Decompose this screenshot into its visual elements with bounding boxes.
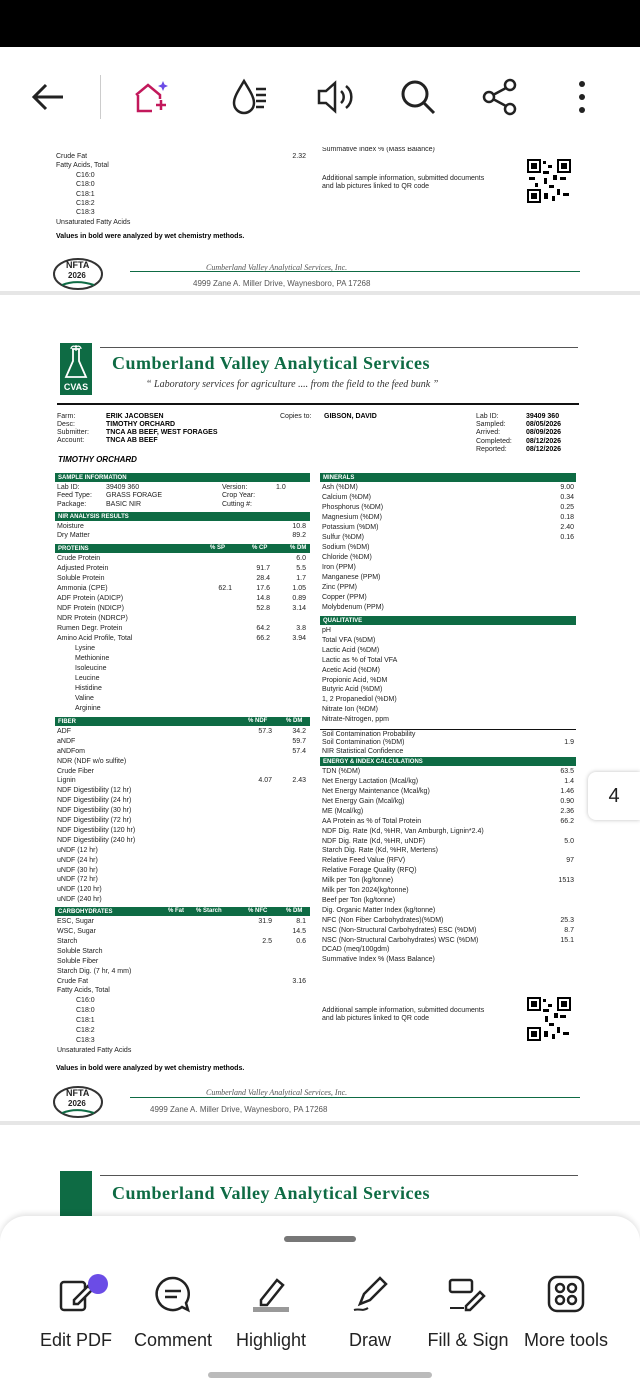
section-title: ENERGY & INDEX CALCULATIONS — [323, 759, 423, 766]
row-label: C18:1 — [76, 190, 95, 198]
footer-company: Cumberland Valley Analytical Services, Inc. — [206, 1088, 348, 1097]
search-icon[interactable] — [388, 47, 448, 147]
section-header — [55, 907, 310, 916]
energy-label: Starch Dig. Rate (Kd, %HR, Mertens) — [322, 847, 438, 855]
info-value: GRASS FORAGE — [106, 492, 163, 500]
row-label: Crude Fat — [56, 153, 88, 160]
section-title: FIBER — [58, 718, 76, 725]
carb-label: Fatty Acids, Total — [57, 987, 110, 995]
copies-label: Copies to: — [280, 413, 312, 420]
info-value: BASIC NIR — [106, 500, 142, 508]
nfta-logo: NFTA 2026 — [52, 1085, 104, 1119]
row-value: 2.32 — [292, 153, 306, 160]
protein-dm: 6.0 — [296, 554, 306, 562]
energy-label: Relative Feed Value (RFV) — [322, 857, 406, 865]
protein-label: Soluble Protein — [57, 574, 105, 582]
protein-label: NDF Protein (NDICP) — [57, 604, 124, 612]
fiber-dm: 34.2 — [292, 727, 306, 735]
ai-assistant-icon[interactable] — [120, 47, 180, 147]
drag-handle[interactable] — [284, 1236, 356, 1242]
energy-value: 15.1 — [560, 936, 574, 944]
footer-rule — [130, 271, 580, 272]
carb-label: Crude Fat — [57, 977, 89, 985]
back-arrow-icon[interactable] — [18, 47, 78, 147]
row-label: C18:2 — [76, 200, 95, 207]
footer-address: 4999 Zane A. Miller Drive, Waynesboro, PA 17268 — [150, 1105, 328, 1114]
mineral-label: Phosphorus (%DM) — [322, 504, 384, 511]
energy-label: Beef per Ton (kg/tonne) — [322, 896, 396, 904]
header-label: Desc: — [57, 421, 75, 428]
draw-icon — [320, 1266, 420, 1322]
top-toolbar — [0, 47, 640, 147]
protein-label: Arginine — [75, 704, 101, 712]
energy-label: Dig. Organic Matter Index (kg/tonne) — [322, 906, 436, 914]
header-value: TNCA AB BEEF, WEST FORAGES — [106, 429, 218, 436]
energy-label: NSC (Non-Structural Carbohydrates) ESC (%DM) — [322, 926, 477, 934]
carb-label: Soluble Fiber — [57, 957, 99, 965]
energy-value: 66.2 — [560, 817, 574, 825]
fiber-label: aNDFom — [57, 747, 86, 755]
protein-label: Leucine — [75, 674, 100, 682]
qr-note: Additional sample information, submitted documents and lab pictures linked to QR code — [322, 175, 485, 190]
fiber-label: uNDF (72 hr) — [57, 876, 98, 884]
fiber-label: NDF Digestibility (72 hr) — [57, 817, 132, 824]
comment-icon — [123, 1266, 223, 1322]
row-label: C16:0 — [76, 171, 95, 179]
energy-label: Milk per Ton 2024(kg/tonne) — [322, 887, 409, 894]
carb-label: C18:0 — [76, 1007, 95, 1015]
tool-label: Draw — [348, 1330, 391, 1350]
fill-sign-icon — [418, 1266, 518, 1322]
info-value: 39409 360 — [106, 484, 140, 491]
carb-label: Starch Dig. (7 hr, 4 mm) — [57, 967, 132, 975]
highlight-icon — [221, 1266, 321, 1322]
header-value: ERIK JACOBSEN — [106, 413, 164, 420]
energy-label: DCAD (meq/100gdm) — [322, 946, 390, 954]
mineral-label: Iron (PPM) — [322, 564, 356, 571]
soil-label: Soil Contamination (%DM) — [322, 739, 405, 747]
energy-value: 1.46 — [560, 788, 574, 795]
energy-value: 1513 — [558, 877, 574, 885]
soil-rule — [320, 729, 576, 730]
energy-label: NSC (Non-Structural Carbohydrates) WSC (%DM) — [322, 936, 479, 944]
qualitative-label: Propionic Acid, %DM — [322, 676, 388, 684]
energy-label: NDF Dig. Rate (Kd, %HR, Van Amburgh, Lignin*2.4) — [322, 827, 484, 835]
row-label: C18:3 — [76, 209, 95, 217]
carb-label: Unsaturated Fatty Acids — [57, 1046, 132, 1054]
footer-address: 4999 Zane A. Miller Drive, Waynesboro, PA 17268 — [193, 279, 371, 288]
energy-value: 0.90 — [560, 797, 574, 805]
column-header: % NDF — [248, 717, 268, 724]
row-label: C18:0 — [76, 181, 95, 189]
highlight-tool[interactable] — [221, 1266, 321, 1356]
energy-value: 5.0 — [564, 837, 574, 845]
info-label: Package: — [57, 500, 87, 508]
info-label: Cutting #: — [222, 500, 252, 508]
protein-cp: 66.2 — [256, 634, 270, 642]
fiber-label: uNDF (30 hr) — [57, 866, 98, 874]
column-header: % DM — [286, 908, 303, 915]
header-value: 39409 360 — [526, 413, 560, 420]
qualitative-label: Total VFA (%DM) — [322, 636, 376, 644]
info-label: Lab ID: — [57, 484, 80, 491]
protein-dm: 5.5 — [296, 564, 306, 572]
comment-tool[interactable] — [123, 1266, 223, 1356]
mineral-value: 0.25 — [560, 504, 574, 511]
mineral-label: Magnesium (%DM) — [322, 514, 382, 521]
protein-label: Crude Protein — [57, 554, 101, 562]
protein-cp: 17.6 — [256, 584, 270, 592]
header-value: 08/09/2026 — [526, 429, 562, 437]
header-label: Completed: — [476, 437, 512, 445]
fiber-label: aNDF — [57, 737, 76, 745]
summative-index-cut: Summative Index % (Mass Balance) — [322, 147, 435, 153]
header-value: TIMOTHY ORCHARD — [106, 421, 176, 428]
info-label: Version: — [222, 484, 248, 491]
mineral-label: Potassium (%DM) — [322, 524, 379, 531]
sample-name: TIMOTHY ORCHARD — [58, 455, 137, 464]
info-value: 1.0 — [276, 484, 286, 491]
section-title: MINERALS — [323, 475, 355, 481]
section-header — [55, 544, 310, 553]
protein-dm: 3.94 — [292, 634, 306, 642]
energy-label: AA Protein as % of Total Protein — [322, 817, 422, 825]
protein-dm: 3.14 — [292, 604, 306, 612]
section-title: PROTEINS — [58, 545, 89, 552]
report-page — [0, 295, 640, 1121]
column-header: % NFC — [248, 908, 268, 915]
section-title: SAMPLE INFORMATION — [58, 475, 127, 481]
qualitative-label: Acetic Acid (%DM) — [322, 666, 380, 674]
fiber-dm: 57.4 — [292, 747, 306, 755]
fiber-label: uNDF (24 hr) — [57, 856, 98, 864]
section-header — [55, 512, 310, 521]
lab-subtitle: “ Laboratory services for agriculture .... from the field to the feed bunk ” — [146, 379, 439, 390]
protein-label: Ammonia (CPE) — [57, 584, 108, 592]
protein-dm: 1.7 — [296, 574, 306, 582]
fiber-label: NDF Digestibility (240 hr) — [57, 836, 136, 844]
carb-nfc: 31.9 — [258, 918, 272, 926]
fiber-dm: 59.7 — [292, 737, 306, 745]
protein-label: Lysine — [75, 644, 95, 652]
carb-label: WSC, Sugar — [57, 928, 96, 935]
fiber-label: NDF Digestibility (12 hr) — [57, 787, 132, 795]
more-tools-tool[interactable] — [516, 1266, 616, 1356]
read-aloud-icon[interactable] — [305, 47, 365, 147]
mineral-label: Manganese (PPM) — [322, 574, 381, 581]
edit-pdf-tool[interactable] — [26, 1266, 126, 1356]
mineral-value: 0.16 — [560, 534, 574, 541]
protein-cp: 64.2 — [256, 624, 270, 632]
mineral-label: Ash (%DM) — [322, 484, 358, 491]
carb-label: C18:2 — [76, 1027, 95, 1034]
info-label: Feed Type: — [57, 492, 92, 500]
cvas-logo: CVAS — [60, 343, 92, 395]
nir-value: 10.8 — [292, 522, 306, 530]
protein-label: NDR Protein (NDRCP) — [57, 614, 128, 622]
protein-dm: 0.89 — [292, 594, 306, 602]
header-value: 08/05/2026 — [526, 421, 562, 429]
carb-dm: 0.6 — [296, 937, 306, 945]
header-rule — [100, 1175, 578, 1176]
carb-label: ESC, Sugar — [57, 918, 94, 926]
fiber-label: uNDF (240 hr) — [57, 896, 102, 904]
header-value: 08/12/2026 — [526, 445, 562, 453]
fiber-label: Crude Fiber — [57, 767, 94, 775]
qualitative-label: Lactic as % of Total VFA — [322, 656, 398, 664]
share-icon[interactable] — [470, 47, 530, 147]
qualitative-label: Lactic Acid (%DM) — [322, 646, 380, 654]
more-icon[interactable] — [552, 47, 612, 147]
header-label: Lab ID: — [476, 413, 499, 420]
previous-page — [0, 147, 640, 291]
protein-label: Histidine — [75, 684, 102, 692]
row-label: Unsaturated Fatty Acids — [56, 218, 131, 226]
carb-label: C18:1 — [76, 1017, 95, 1025]
info-label: Crop Year: — [222, 492, 256, 500]
tool-label: More tools — [523, 1330, 609, 1350]
energy-label: TDN (%DM) — [322, 768, 361, 776]
protein-sp: 62.1 — [218, 584, 232, 592]
section-header — [320, 473, 576, 482]
column-header: % CP — [252, 544, 268, 551]
tool-label: Highlight — [235, 1330, 307, 1350]
fiber-ndf: 4.07 — [258, 777, 272, 785]
protein-dm: 3.8 — [296, 624, 306, 632]
protein-cp: 52.8 — [256, 604, 270, 612]
protein-label: Valine — [75, 694, 94, 702]
fill-sign-tool[interactable] — [418, 1266, 518, 1356]
mineral-label: Zinc (PPM) — [322, 584, 357, 591]
energy-value: 63.5 — [560, 768, 574, 776]
nfta-logo: NFTA 2026 — [52, 257, 104, 291]
column-header: % DM — [290, 544, 307, 551]
lab-title: Cumberland Valley Analytical Services — [112, 353, 431, 373]
copies-value: GIBSON, DAVID — [324, 413, 377, 420]
energy-label: NFC (Non Fiber Carbohydrates)(%DM) — [322, 916, 444, 924]
tool-label: Comment — [133, 1330, 213, 1350]
row-label: Fatty Acids, Total — [56, 162, 109, 170]
next-page — [0, 1125, 640, 1217]
bottom-tools-panel — [0, 1216, 640, 1388]
status-bar — [0, 0, 640, 47]
nir-label: Moisture — [57, 522, 84, 530]
qualitative-label: 1, 2 Propanediol (%DM) — [322, 696, 397, 704]
section-title: NIR ANALYSIS RESULTS — [58, 513, 129, 520]
protein-cp: 28.4 — [256, 574, 270, 582]
mineral-label: Sodium (%DM) — [322, 544, 370, 551]
fiber-ndf: 57.3 — [258, 727, 272, 735]
carb-label: Soluble Starch — [57, 947, 103, 955]
energy-value: 1.4 — [564, 778, 574, 786]
protein-dm: 1.05 — [292, 584, 306, 592]
qualitative-label: pH — [322, 627, 331, 634]
document-viewer[interactable] — [0, 147, 640, 1217]
column-header: % Fat — [168, 908, 185, 915]
mineral-label: Sulfur (%DM) — [322, 534, 365, 541]
mineral-value: 2.40 — [560, 524, 574, 531]
protein-label: Amino Acid Profile, Total — [57, 634, 133, 642]
carb-label: Starch — [57, 937, 78, 945]
fiber-dm: 2.43 — [292, 777, 306, 785]
energy-label: Net Energy Maintenance (Mcal/kg) — [322, 788, 430, 795]
nir-value: 89.2 — [292, 532, 306, 540]
qr-code — [527, 159, 571, 203]
fiber-label: NDF Digestibility (120 hr) — [57, 826, 136, 834]
energy-label: Milk per Ton (kg/tonne) — [322, 877, 394, 885]
fiber-label: NDF Digestibility (30 hr) — [57, 807, 132, 815]
edit-pdf-icon — [26, 1266, 126, 1322]
liquid-mode-icon[interactable] — [220, 47, 280, 147]
energy-value: 2.36 — [560, 807, 574, 815]
section-header — [320, 757, 576, 766]
lab-title: Cumberland Valley Analytical Services — [112, 1183, 431, 1203]
column-header: % DM — [286, 717, 303, 724]
carb-dm: 3.16 — [292, 977, 306, 985]
fiber-label: ADF — [57, 727, 71, 735]
fiber-label: Lignin — [57, 777, 76, 785]
header-label: Arrived: — [476, 429, 501, 437]
qr-code — [527, 997, 571, 1041]
toolbar-divider — [100, 75, 101, 119]
system-nav-bar[interactable] — [208, 1372, 432, 1378]
header-label: Reported: — [476, 445, 507, 453]
header-label: Account: — [57, 437, 85, 444]
carb-dm: 14.5 — [292, 928, 306, 935]
energy-value: 25.3 — [560, 916, 574, 924]
header-value: TNCA AB BEEF — [106, 437, 158, 444]
energy-value: 97 — [566, 857, 574, 865]
footer-rule — [130, 1097, 580, 1098]
header-value: 08/12/2026 — [526, 437, 562, 445]
fiber-label: NDF Digestibility (24 hr) — [57, 797, 132, 805]
energy-label: Net Energy Gain (Mcal/kg) — [322, 797, 405, 805]
soil-label: NIR Statistical Confidence — [322, 747, 404, 755]
tool-label: Fill & Sign — [427, 1330, 509, 1350]
carb-label: C18:3 — [76, 1036, 95, 1044]
protein-label: Methionine — [75, 654, 110, 662]
draw-tool[interactable] — [320, 1266, 420, 1356]
more-tools-icon — [516, 1266, 616, 1322]
protein-cp: 91.7 — [256, 564, 270, 572]
section-header — [55, 473, 310, 482]
qr-note: Additional sample information, submitted documents and lab pictures linked to QR code — [322, 1007, 485, 1022]
header-rule-2 — [57, 403, 579, 405]
energy-label: NDF Dig. Rate (Kd, %HR, uNDF) — [322, 837, 426, 845]
protein-label: Rumen Degr. Protein — [57, 624, 123, 632]
section-header — [320, 616, 576, 625]
fiber-label: uNDF (12 hr) — [57, 846, 98, 854]
mineral-label: Copper (PPM) — [322, 594, 367, 601]
cvas-logo — [60, 1171, 92, 1217]
mineral-value: 9.00 — [560, 484, 574, 491]
page-number-badge[interactable]: 4 — [588, 772, 640, 820]
section-title: CARBOHYDRATES — [58, 909, 113, 916]
carb-dm: 8.1 — [296, 918, 306, 926]
carb-label: C16:0 — [76, 997, 95, 1005]
protein-label: Adjusted Protein — [57, 564, 109, 572]
header-label: Sampled: — [476, 421, 506, 429]
energy-value: 8.7 — [564, 926, 574, 934]
mineral-label: Chloride (%DM) — [322, 554, 372, 561]
qualitative-label: Nitrate Ion (%DM) — [322, 706, 379, 714]
qualitative-label: Butyric Acid (%DM) — [322, 686, 383, 694]
tool-label: Edit PDF — [39, 1330, 113, 1350]
fiber-label: uNDF (120 hr) — [57, 886, 102, 894]
carb-nfc: 2.5 — [262, 937, 272, 945]
mineral-label: Molybdenum (PPM) — [322, 604, 384, 611]
header-label: Submitter: — [57, 429, 89, 436]
soil-label: Soil Contamination Probability — [322, 731, 416, 738]
fiber-label: NDR (NDF w/o sulfite) — [57, 757, 127, 765]
energy-label: Summative Index % (Mass Balance) — [322, 956, 435, 964]
protein-cp: 14.8 — [256, 594, 270, 602]
section-header — [55, 717, 310, 726]
bold-note: Values in bold were analyzed by wet chemistry methods. — [56, 1065, 245, 1072]
protein-label: Isoleucine — [75, 664, 107, 672]
header-rule — [100, 347, 578, 348]
section-title: QUALITATIVE — [323, 618, 363, 624]
energy-label: ME (Mcal/kg) — [322, 807, 364, 815]
energy-label: Relative Forage Quality (RFQ) — [322, 867, 417, 875]
mineral-label: Calcium (%DM) — [322, 494, 371, 501]
energy-label: Net Energy Lactation (Mcal/kg) — [322, 778, 419, 786]
column-header: % Starch — [196, 908, 222, 915]
bold-note: Values in bold were analyzed by wet chemistry methods. — [56, 233, 245, 240]
qualitative-label: Nitrate-Nitrogen, ppm — [322, 716, 389, 724]
nir-label: Dry Matter — [57, 532, 90, 540]
protein-label: ADF Protein (ADICP) — [57, 594, 124, 602]
footer-company: Cumberland Valley Analytical Services, Inc. — [206, 263, 348, 272]
mineral-value: 0.34 — [560, 494, 574, 501]
column-header: % SP — [210, 544, 226, 551]
soil-value: 1.9 — [564, 739, 574, 747]
header-label: Farm: — [57, 413, 76, 420]
mineral-value: 0.18 — [560, 514, 574, 521]
